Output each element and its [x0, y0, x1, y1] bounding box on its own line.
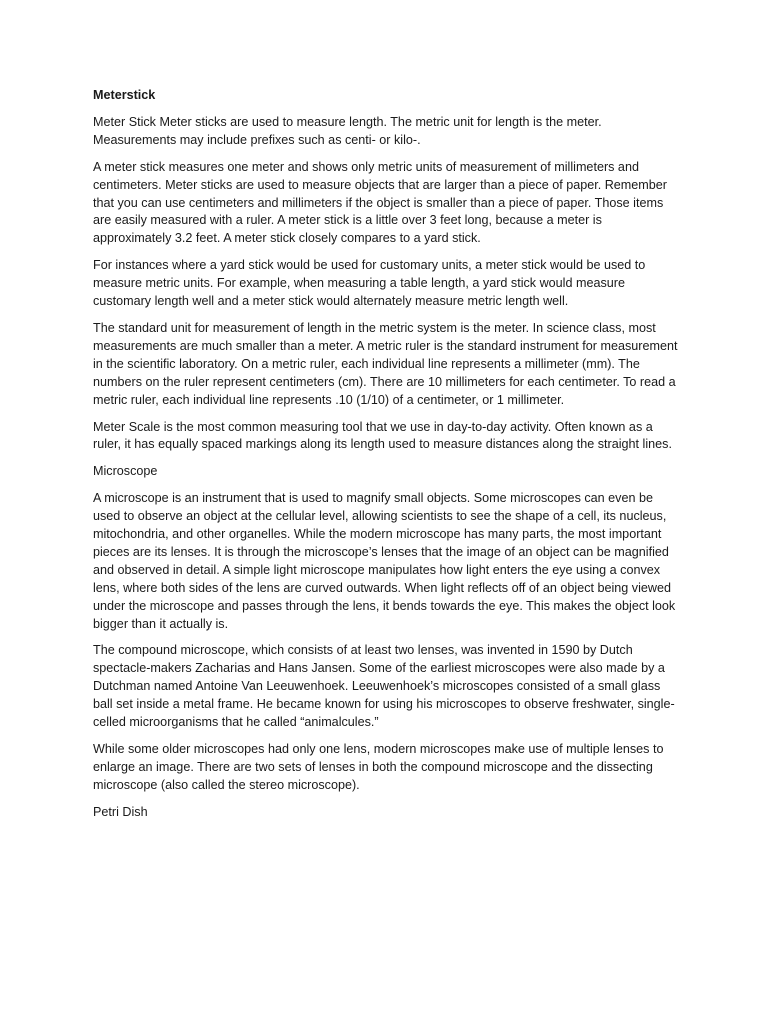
paragraph-yard-stick: For instances where a yard stick would be used for customary units, a meter stick would be used to measure metric units. For example, when measuring a table length, a yard stick would measure customary length well and a meter stick would alternately measure metric length well. [93, 258, 646, 309]
microscope-heading: Microscope [93, 464, 158, 479]
petri-dish-heading: Petri Dish [93, 804, 148, 819]
paragraph-multiple-lenses: While some older microscopes had only one lens, modern microscopes make use of multiple lenses to enlarge an image. There are two sets of lenses in both the compound microscope and the dissecting microscope (also called the stereo microscope). [93, 742, 664, 792]
document-title: Meterstick [93, 88, 156, 102]
paragraph-metric-ruler: The standard unit for measurement of length in the metric system is the meter. In science class, most measurements are much smaller than a meter. A metric ruler is the standard instrument for measurement in the scientific laboratory. On a metric ruler, each individual line represents a millimeter (mm). The numbers on the ruler represent centimeters (cm). There are 10 millimeters for each centimeter. To read a metric ruler, each individual line represents .10 (1/10) of a centimeter, or 1 millimeter. [93, 320, 678, 407]
paragraph-meter-stick-units: A meter stick measures one meter and shows only metric units of measurement of millimeters and centimeters. Meter sticks are used to measure objects that are larger than a piece of paper. Remember that you can use centimeters and millimeters if the object is smaller than a piece of paper. Those items are easily measured with a ruler. A meter stick is a little over 3 feet long, because a meter is approximately 3.2 feet. A meter stick closely compares to a yard stick. [93, 159, 667, 246]
paragraph-compound-microscope: The compound microscope, which consists of at least two lenses, was invented in 1590 by Dutch spectacle-makers Zacharias and Hans Jansen. Some of the earliest microscopes were also made by a Dutchman named Antoine Van Leeuwenhoek. Leeuwenhoek’s microscopes consisted of a small glass ball set inside a metal frame. He became known for using his microscopes to observe freshwater, single-celled microorganisms that he called “animalcules.” [93, 643, 675, 730]
paragraph-microscope-intro: A microscope is an instrument that is used to magnify small objects. Some microscopes can even be used to observe an object at the cellular level, allowing scientists to see the shape of a cell, its nucleus, mitochondria, and other organelles. While the modern microscope has many parts, the most important pieces are its lenses. It is through the microscope’s lenses that the image of an object can be magnified and observed in detail. A simple light microscope manipulates how light enters the eye using a convex lens, where both sides of the lens are curved outwards. When light reflects off of an object being viewed under the microscope and passes through the lens, it bends towards the eye. This makes the object look bigger than it actually is. [93, 491, 676, 631]
paragraph-meter-scale: Meter Scale is the most common measuring tool that we use in day-to-day activity. Often known as a ruler, it has equally spaced markings along its length used to measure distances along the straight lines. [93, 419, 672, 452]
document-page [93, 87, 683, 831]
paragraph-meter-stick-intro: Meter Stick Meter sticks are used to measure length. The metric unit for length is the meter. Measurements may include prefixes such as centi- or kilo-. [93, 114, 602, 147]
